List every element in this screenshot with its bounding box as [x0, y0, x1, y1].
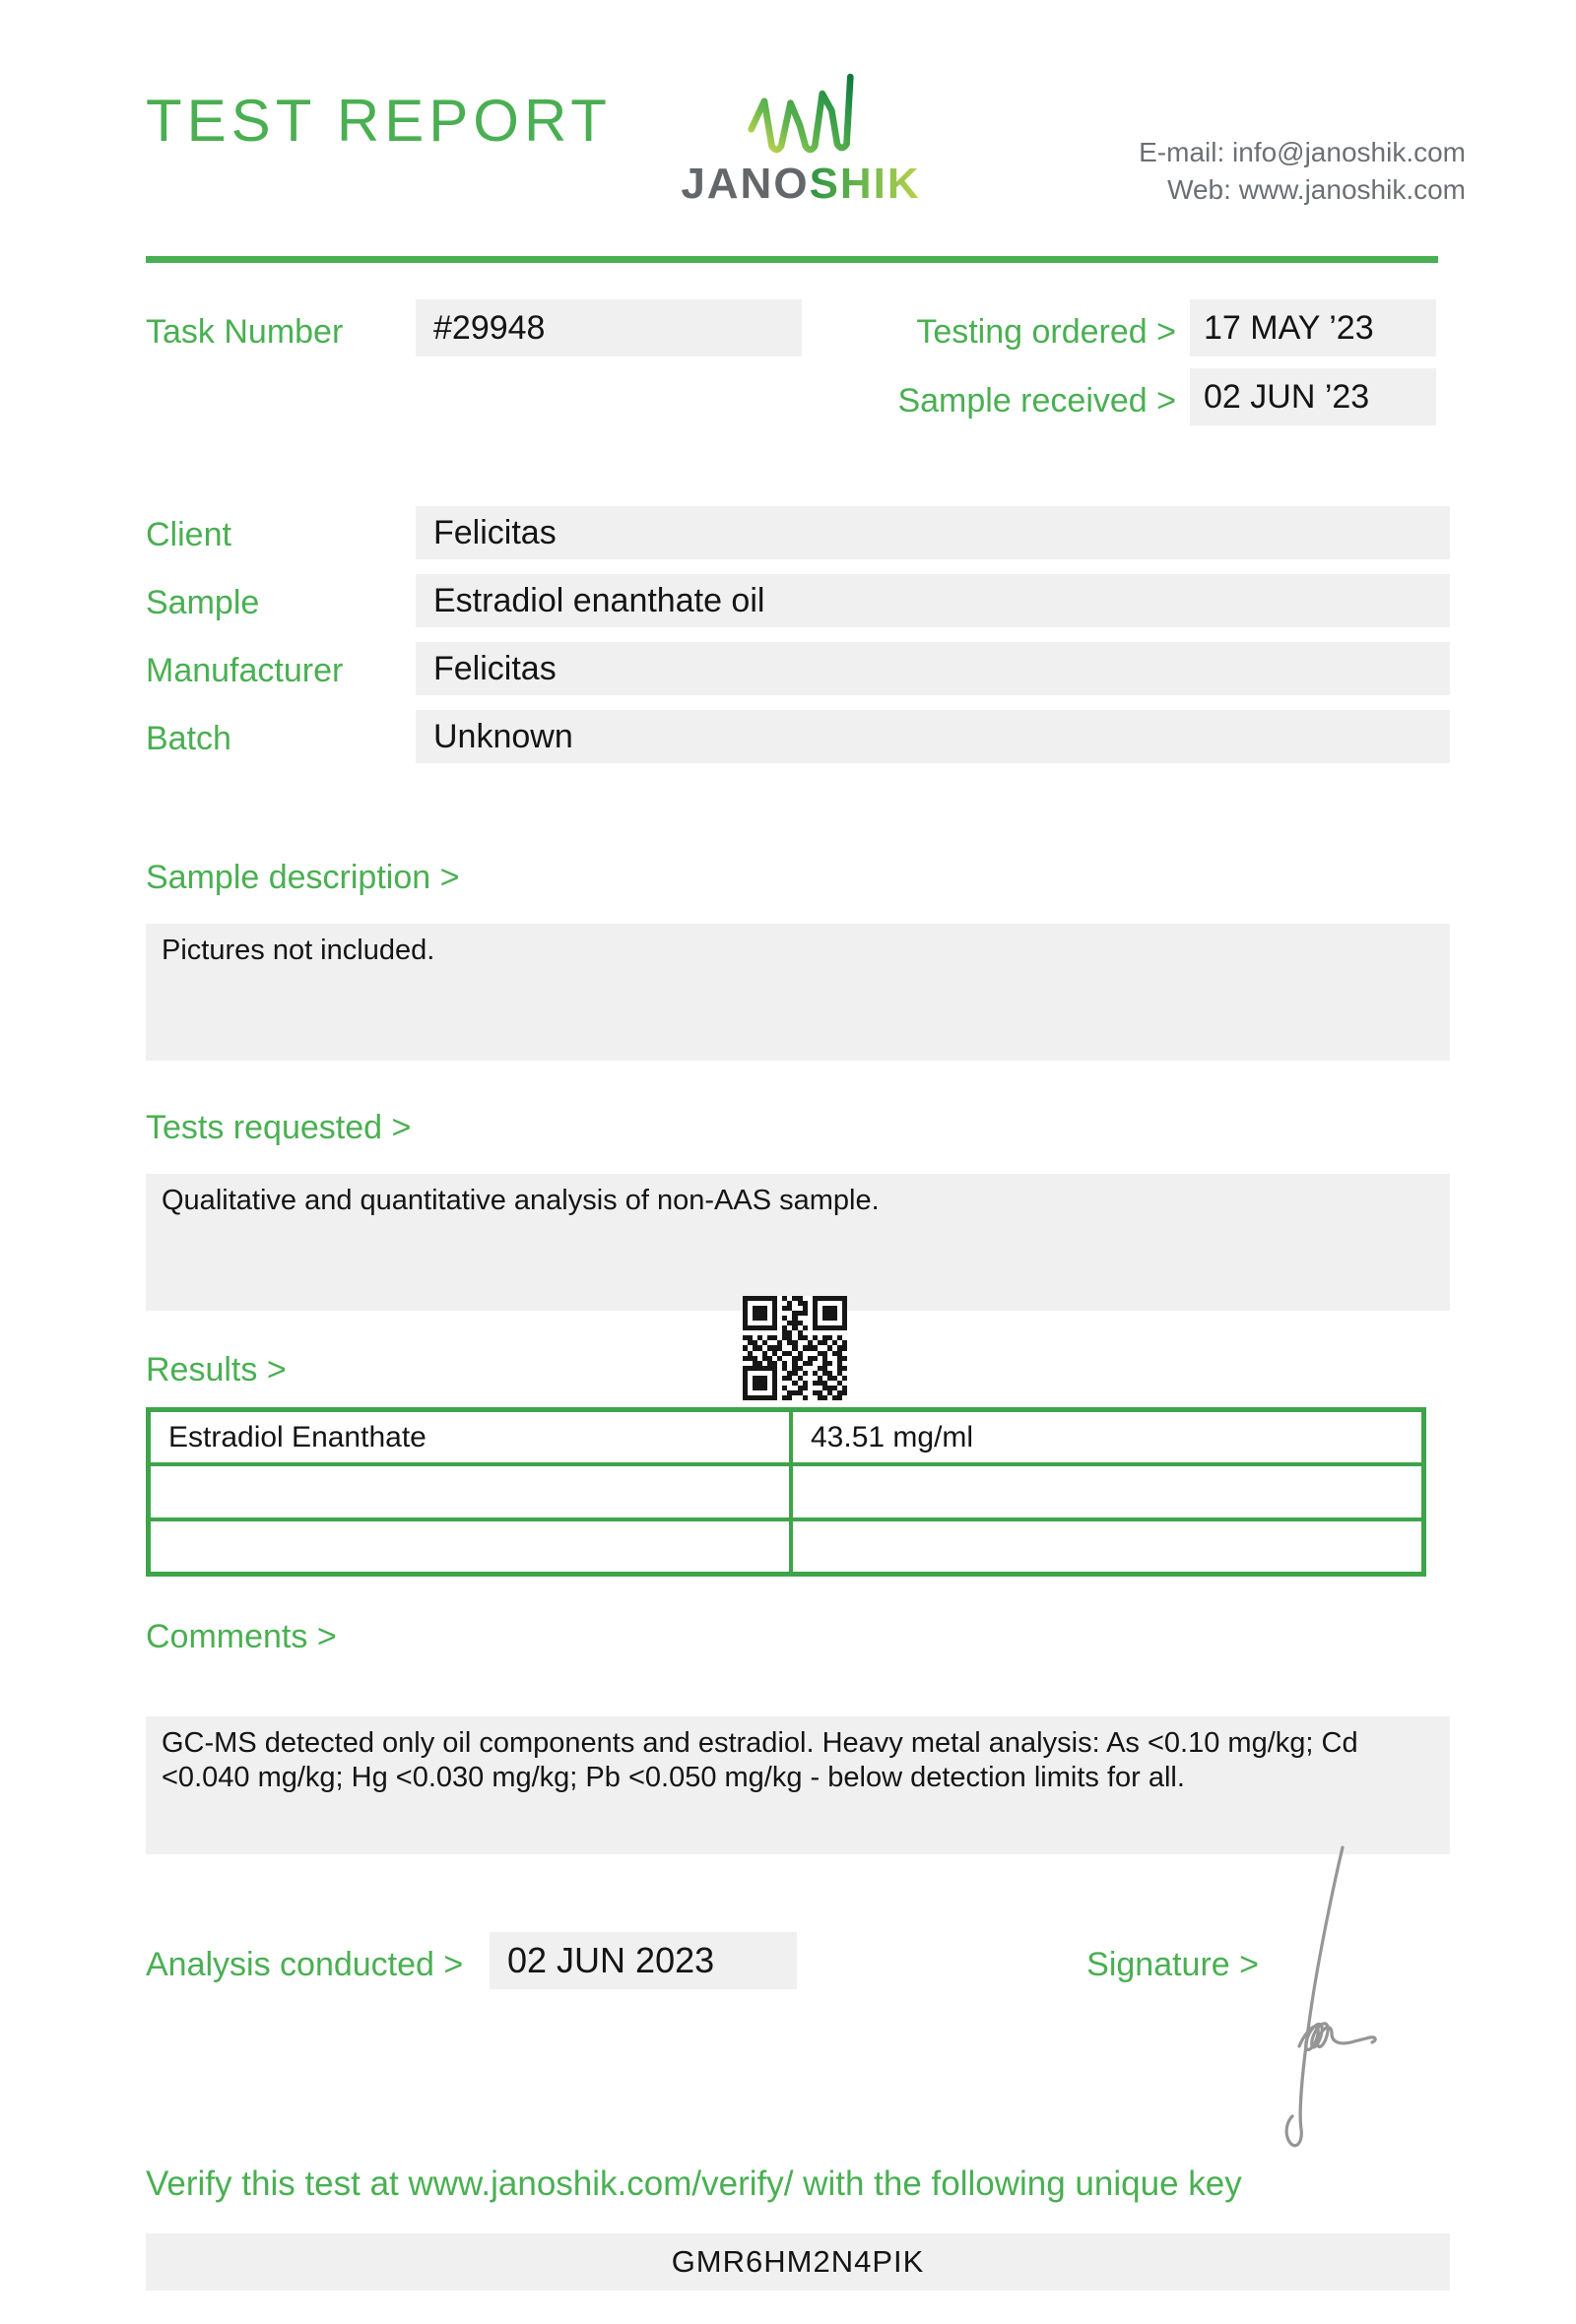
results-table: [146, 1407, 1426, 1577]
result-value-cell: [793, 1466, 1421, 1517]
sample-value: Estradiol enanthate oil: [416, 574, 1450, 627]
signature-image: [1266, 1834, 1394, 2159]
unique-key: GMR6HM2N4PIK: [671, 2244, 925, 2279]
qr-code: [743, 1296, 847, 1400]
table-row: [151, 1517, 1421, 1572]
comments-text-line: GC-MS detected only oil components and estradiol. Heavy metal analysis: As <0.10 mg/kg; Cd: [162, 1727, 1358, 1759]
tests-requested-heading: Tests requested >: [146, 1109, 412, 1146]
result-analyte-cell: Estradiol Enanthate: [151, 1412, 793, 1462]
batch-value: Unknown: [416, 710, 1450, 763]
comments-heading: Comments >: [146, 1618, 337, 1655]
unique-key-box: [146, 2233, 1450, 2291]
sample-label: Sample: [146, 584, 260, 621]
table-row: [151, 1412, 1421, 1462]
sample-received-label: Sample received >: [897, 382, 1176, 420]
batch-label: Batch: [146, 720, 231, 757]
comments-text-line: <0.040 mg/kg; Hg <0.030 mg/kg; Pb <0.050 mg/kg - below detection limits for all.: [162, 1762, 1185, 1793]
result-value-cell: 43.51 mg/ml: [811, 1420, 974, 1453]
logo-text-shik: SHIK: [809, 160, 921, 208]
testing-ordered-value: 17 MAY ’23: [1190, 299, 1436, 356]
logo-chart-icon: [746, 69, 856, 160]
testing-ordered-label: Testing ordered >: [916, 313, 1176, 351]
sample-received-value: 02 JUN ’23: [1190, 368, 1436, 425]
manufacturer-value: Felicitas: [416, 642, 1450, 695]
results-heading: Results >: [146, 1351, 287, 1388]
task-number-value: #29948: [416, 299, 802, 356]
comments-box: [146, 1716, 1450, 1854]
sample-description-heading: Sample description >: [146, 859, 460, 896]
table-row: [151, 1462, 1421, 1517]
result-analyte-cell: [151, 1466, 793, 1517]
analysis-conducted-value: 02 JUN 2023: [490, 1932, 797, 1989]
tests-requested-text: Qualitative and quantitative analysis of non-AAS sample.: [162, 1185, 880, 1216]
verify-text: Verify this test at www.janoshik.com/verify/ with the following unique key: [146, 2164, 1242, 2203]
result-value-cell: [793, 1521, 1421, 1572]
contact-email: E-mail: info@janoshik.com: [1139, 137, 1466, 167]
result-analyte-cell: [151, 1521, 793, 1572]
task-number-label: Task Number: [146, 313, 344, 351]
signature-label: Signature >: [1086, 1946, 1259, 1983]
client-label: Client: [146, 516, 231, 553]
header-divider: [146, 256, 1438, 263]
sample-description-text: Pictures not included.: [162, 935, 435, 966]
logo-text-jano: JANO: [681, 160, 810, 208]
tests-requested-box: [146, 1174, 1450, 1311]
sample-description-box: [146, 924, 1450, 1061]
contact-web: Web: www.janoshik.com: [1167, 174, 1466, 205]
client-value: Felicitas: [416, 506, 1450, 559]
page-title: TEST REPORT: [146, 88, 612, 154]
logo-wordmark: [678, 160, 924, 209]
janoshik-logo: [678, 69, 924, 209]
contact-block: [1139, 134, 1466, 209]
manufacturer-label: Manufacturer: [146, 652, 344, 689]
analysis-conducted-label: Analysis conducted >: [146, 1946, 464, 1983]
